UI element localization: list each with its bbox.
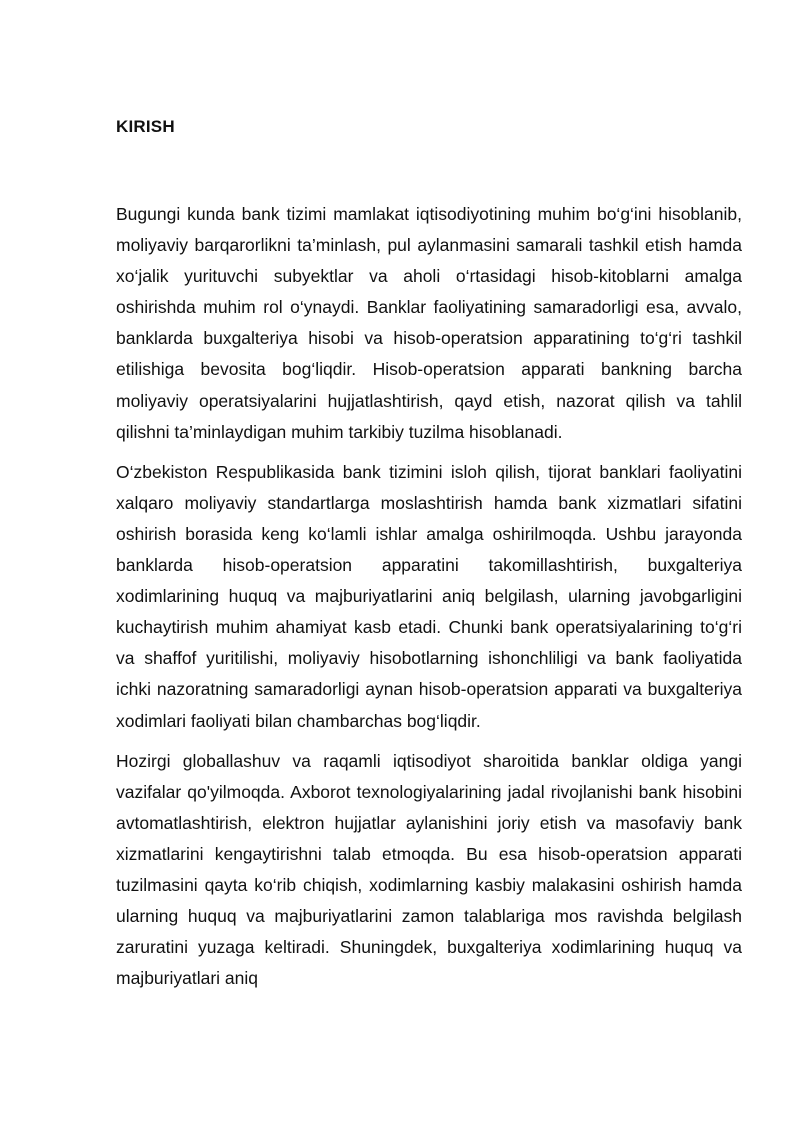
paragraph-1: Bugungi kunda bank tizimi mamlakat iqtisodiyotining muhim bo‘g‘ini hisoblanib, moliyaviy barqarorlikni ta’minlash, pul aylanmasini samarali tashkil etish hamda xo‘jalik yurituvchi subyektlar va aholi o‘rtasidagi hisob-kitoblarni amalga oshirishda muhim rol o‘ynaydi. Banklar faoliyatining samaradorligi esa, avvalo, banklarda buxgalteriya hisobi va hisob-operatsion apparatining to‘g‘ri tashkil etilishiga bevosita bog‘liqdir. Hisob-operatsion apparati bankning barcha moliyaviy operatsiyalarini hujjatlashtirish, qayd etish, nazorat qilish va tahlil qilishni ta’minlaydigan muhim tarkibiy tuzilma hisoblanadi. [116,204,742,442]
section-heading: KIRISH [116,117,175,136]
document-page [116,114,742,1003]
paragraph-2: O‘zbekiston Respublikasida bank tizimini isloh qilish, tijorat banklari faoliyatini xalqaro moliyaviy standartlarga moslashtirish hamda bank xizmatlari sifatini oshirish borasida keng ko‘lamli ishlar amalga oshirilmoqda. Ushbu jarayonda banklarda hisob-operatsion apparatini takomillashtirish, buxgalteriya xodimlarining huquq va majburiyatlarini aniq belgilash, ularning javobgarligini kuchaytirish muhim ahamiyat kasb etadi. Chunki bank operatsiyalarining to‘g‘ri va shaffof yuritilishi, moliyaviy hisobotlarning ishonchliligi va bank faoliyatida ichki nazoratning samaradorligi aynan hisob-operatsion apparati va buxgalteriya xodimlari faoliyati bilan chambarchas bog‘liqdir. [116,461,742,731]
paragraph-3: Hozirgi globallashuv va raqamli iqtisodiyot sharoitida banklar oldiga yangi vazifalar qo'yilmoqda. Axborot texnologiyalarining jadal rivojlanishi bank hisobini avtomatlashtirish, elektron hujjatlar aylanishini joriy etish va masofaviy bank xizmatlarini kengaytirishni talab etmoqda. Bu esa hisob-operatsion apparati tuzilmasini qayta ko‘rib chiqish, xodimlarning kasbiy malakasini oshirish hamda ularning huquq va majburiyatlarini zamon talablariga mos ravishda belgilash zaruratini yuzaga keltiradi. Shuningdek, buxgalteriya xodimlarining huquq va majburiyatlari aniq [116,750,742,989]
